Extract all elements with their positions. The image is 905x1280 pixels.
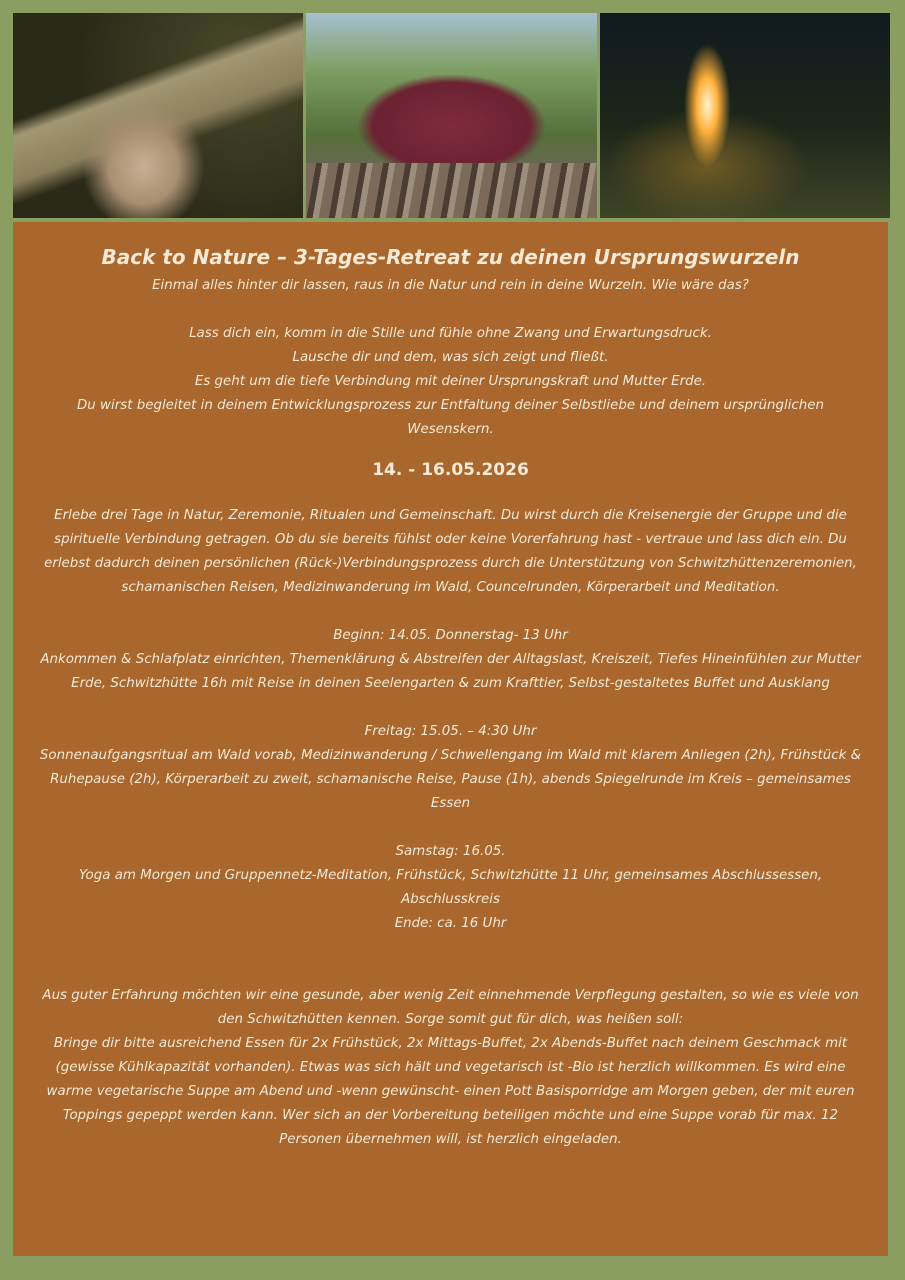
catering-intro: Aus guter Erfahrung möchten wir eine gesunde, aber wenig Zeit einnehmende Verpflegung gestalten, so wie es viele von den Schwitzhütten kennen. Sorge somit gut für dich, was heißen soll: xyxy=(42,988,859,1027)
schedule-heading-day2: Freitag: 15.05. – 4:30 Uhr xyxy=(364,724,537,739)
page-title: Back to Nature – 3-Tages-Retreat zu deinen Ursprungswurzeln xyxy=(101,245,800,269)
intro-line: Es geht um die tiefe Verbindung mit deiner Ursprungskraft und Mutter Erde. xyxy=(194,374,707,389)
description: Erlebe drei Tage in Natur, Zeremonie, Ritualen und Gemeinschaft. Du wirst durch die Kreisenergie der Gruppe und die spirituelle Verbindung getragen. Ob du sie bereits fühlst oder keine Vorerfahrung hast - vertraue und lass dich ein. Du erlebst dadurch deinen persönlichen (Rück-)Verbindungsprozess durch die Unterstützung von Schwitzhüttenzeremonien, schamanischen Reisen, Medizinwanderung im Wald, Councelrunden, Körperarbeit und Meditation. xyxy=(44,508,857,595)
schedule-heading-day1: Beginn: 14.05. Donnerstag- 13 Uhr xyxy=(333,628,568,643)
content-panel xyxy=(13,222,888,1256)
photo-strip xyxy=(13,13,890,218)
photo-bonfire-night xyxy=(600,13,890,218)
schedule-text-day2: Sonnenaufgangsritual am Wald vorab, Medizinwanderung / Schwellengang im Wald mit klarem Anliegen (2h), Frühstück & Ruhepause (2h), Körperarbeit zu zweit, schamanische Reise, Pause (1h), abends Spiegelrunde im Kreis – gemeinsames Essen xyxy=(39,748,862,811)
schedule-text-day3: Yoga am Morgen und Gruppennetz-Meditation, Frühstück, Schwitzhütte 11 Uhr, gemeinsames Abschlussessen, Abschlusskreis xyxy=(78,868,823,907)
photo-hand-on-tree xyxy=(13,13,303,218)
schedule-text-day1: Ankommen & Schlafplatz einrichten, Themenklärung & Abstreifen der Alltagslast, Kreiszeit, Tiefes Hineinfühlen zur Mutter Erde, Schwitzhütte 16h mit Reise in deinen Seelengarten & zum Krafttier, Selbst-gestaltetes Buffet und Ausklang xyxy=(40,652,861,691)
subtitle: Einmal alles hinter dir lassen, raus in die Natur und rein in deine Wurzeln. Wie wäre das? xyxy=(152,278,749,293)
schedule-end: Ende: ca. 16 Uhr xyxy=(394,916,507,931)
event-date: 14. - 16.05.2026 xyxy=(372,460,529,480)
catering-details: Bringe dir bitte ausreichend Essen für 2x Frühstück, 2x Mittags-Buffet, 2x Abends-Buffet nach deinem Geschmack mit (gewisse Kühlkapazität vorhanden). Etwas was sich hält und vegetarisch ist -Bio ist herzlich willkommen. Es wird eine warme vegetarische Suppe am Abend und -wenn gewünscht- einen Pott Basisporridge am Morgen geben, der mit euren Toppings gepeppt werden kann. Wer sich an der Vorbereitung beteiligen möchte und eine Suppe vorab für max. 12 Personen übernehmen will, ist herzlich eingeladen. xyxy=(46,1036,855,1147)
photo-sweat-lodge xyxy=(306,13,596,218)
intro-line: Lass dich ein, komm in die Stille und fühle ohne Zwang und Erwartungsdruck. xyxy=(189,326,712,341)
intro-line: Lausche dir und dem, was sich zeigt und fließt. xyxy=(292,350,609,365)
intro-line: Du wirst begleitet in deinem Entwicklungsprozess zur Entfaltung deiner Selbstliebe und deinem ursprünglichen Wesenskern. xyxy=(77,398,824,437)
schedule-heading-day3: Samstag: 16.05. xyxy=(395,844,506,859)
